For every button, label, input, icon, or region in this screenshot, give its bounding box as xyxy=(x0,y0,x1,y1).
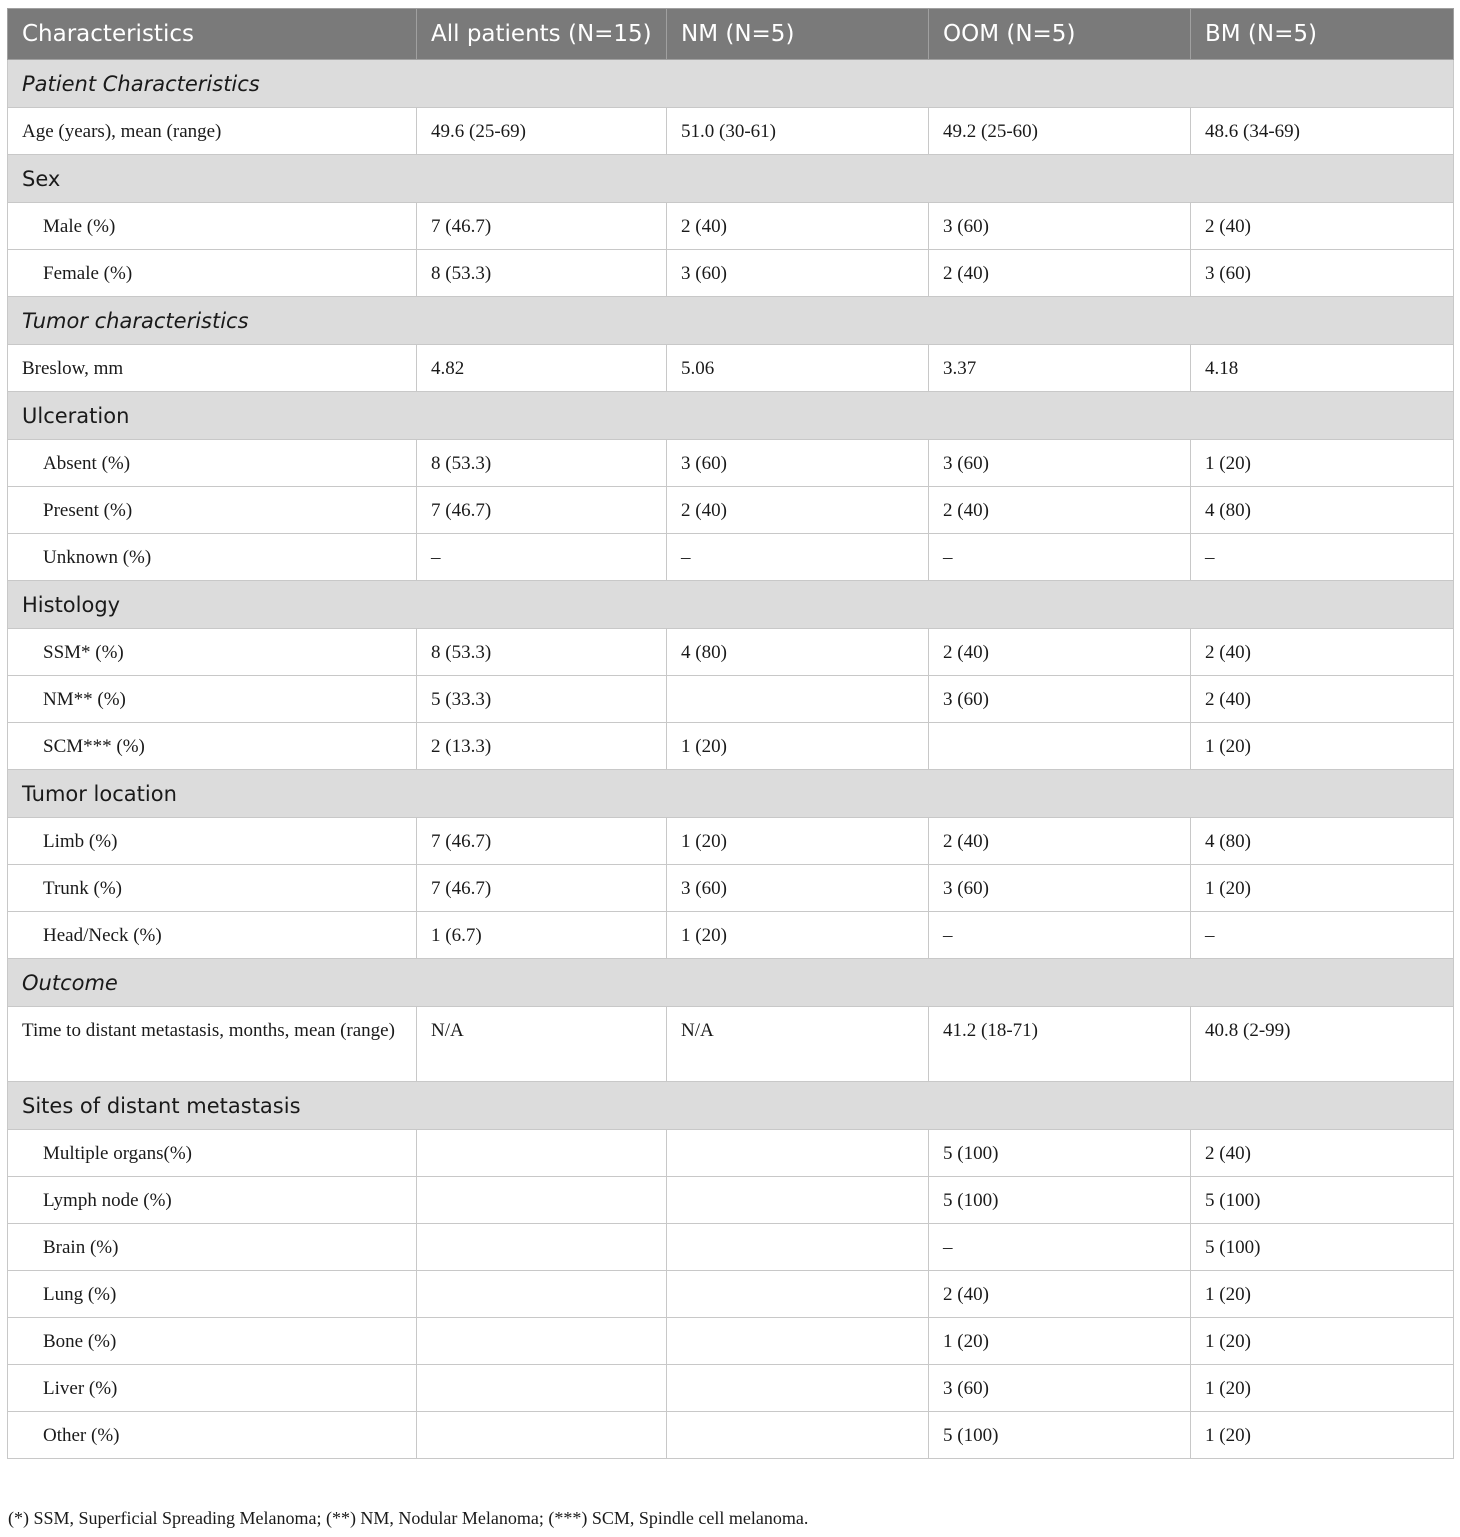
characteristics-table xyxy=(7,8,1454,1459)
section-title: Tumor location xyxy=(8,770,1454,818)
table-row xyxy=(8,534,1454,581)
table-cell: 3 (60) xyxy=(929,440,1191,487)
table-cell: 2 (40) xyxy=(929,1271,1191,1318)
table-cell: 2 (40) xyxy=(929,250,1191,297)
table-cell xyxy=(417,1365,667,1412)
table-cell: 3 (60) xyxy=(667,440,929,487)
table-cell: 2 (40) xyxy=(667,203,929,250)
section-row xyxy=(8,392,1454,440)
table-cell: 1 (20) xyxy=(1191,1271,1454,1318)
row-label: SCM*** (%) xyxy=(8,723,417,770)
table-cell: 2 (40) xyxy=(1191,203,1454,250)
table-cell: 1 (20) xyxy=(1191,1365,1454,1412)
table-row xyxy=(8,676,1454,723)
row-label: Present (%) xyxy=(8,487,417,534)
table-cell: 1 (20) xyxy=(667,818,929,865)
table-cell: 3 (60) xyxy=(1191,250,1454,297)
row-label: Male (%) xyxy=(8,203,417,250)
table-row xyxy=(8,1130,1454,1177)
table-cell: 1 (20) xyxy=(1191,440,1454,487)
table-cell xyxy=(667,1365,929,1412)
header-cell: NM (N=5) xyxy=(667,9,929,60)
header-cell: OOM (N=5) xyxy=(929,9,1191,60)
table-cell: 2 (40) xyxy=(1191,676,1454,723)
section-title: Sites of distant metastasis xyxy=(8,1082,1454,1130)
row-label: Other (%) xyxy=(8,1412,417,1459)
row-label: Brain (%) xyxy=(8,1224,417,1271)
table-cell: 1 (20) xyxy=(1191,1412,1454,1459)
table-row xyxy=(8,487,1454,534)
table-cell: 2 (13.3) xyxy=(417,723,667,770)
header-row xyxy=(8,9,1454,60)
table-cell: 1 (20) xyxy=(667,723,929,770)
row-label: Trunk (%) xyxy=(8,865,417,912)
table-cell: – xyxy=(929,1224,1191,1271)
table-cell: 2 (40) xyxy=(1191,629,1454,676)
table-cell: – xyxy=(1191,534,1454,581)
table-cell: 4.18 xyxy=(1191,345,1454,392)
table-cell: 4 (80) xyxy=(1191,487,1454,534)
section-row xyxy=(8,1082,1454,1130)
table-cell: 49.2 (25-60) xyxy=(929,108,1191,155)
table-cell: 7 (46.7) xyxy=(417,487,667,534)
table-cell: – xyxy=(929,912,1191,959)
header-cell: BM (N=5) xyxy=(1191,9,1454,60)
table-row xyxy=(8,203,1454,250)
table-cell: 3 (60) xyxy=(929,1365,1191,1412)
table-cell: 5 (100) xyxy=(929,1130,1191,1177)
table-cell xyxy=(929,723,1191,770)
table-cell: 2 (40) xyxy=(1191,1130,1454,1177)
table-row xyxy=(8,1318,1454,1365)
table-row xyxy=(8,1177,1454,1224)
row-label: Time to distant metastasis, months, mean (range) xyxy=(8,1007,417,1082)
table-cell: 1 (20) xyxy=(1191,865,1454,912)
table-cell: 8 (53.3) xyxy=(417,250,667,297)
table-cell: 4.82 xyxy=(417,345,667,392)
table-cell: 40.8 (2-99) xyxy=(1191,1007,1454,1082)
row-label: Lung (%) xyxy=(8,1271,417,1318)
table-row xyxy=(8,865,1454,912)
section-row xyxy=(8,959,1454,1007)
table-cell xyxy=(667,1412,929,1459)
table-row xyxy=(8,1271,1454,1318)
table-cell: 1 (20) xyxy=(929,1318,1191,1365)
table-cell: 1 (20) xyxy=(1191,1318,1454,1365)
row-label: SSM* (%) xyxy=(8,629,417,676)
table-cell: 8 (53.3) xyxy=(417,440,667,487)
section-row xyxy=(8,155,1454,203)
row-label: Bone (%) xyxy=(8,1318,417,1365)
table-cell: – xyxy=(417,534,667,581)
table-cell: 2 (40) xyxy=(929,629,1191,676)
table-cell: 48.6 (34-69) xyxy=(1191,108,1454,155)
table-cell: 5 (100) xyxy=(1191,1224,1454,1271)
row-label: Breslow, mm xyxy=(8,345,417,392)
table-cell: 4 (80) xyxy=(667,629,929,676)
row-label: Absent (%) xyxy=(8,440,417,487)
table-cell: 2 (40) xyxy=(929,818,1191,865)
table-row xyxy=(8,1224,1454,1271)
table-body xyxy=(8,60,1454,1459)
section-row xyxy=(8,297,1454,345)
row-label: NM** (%) xyxy=(8,676,417,723)
table-cell: 8 (53.3) xyxy=(417,629,667,676)
table-cell xyxy=(667,1318,929,1365)
table-cell: 5 (100) xyxy=(1191,1177,1454,1224)
table-cell: 3 (60) xyxy=(929,203,1191,250)
table-cell: N/A xyxy=(667,1007,929,1082)
row-label: Limb (%) xyxy=(8,818,417,865)
table-cell xyxy=(417,1224,667,1271)
table-cell: 2 (40) xyxy=(667,487,929,534)
table-cell xyxy=(667,676,929,723)
table-cell: – xyxy=(667,534,929,581)
table-cell: 5 (100) xyxy=(929,1412,1191,1459)
section-row xyxy=(8,581,1454,629)
row-label: Multiple organs(%) xyxy=(8,1130,417,1177)
table-cell: 7 (46.7) xyxy=(417,865,667,912)
table-cell: – xyxy=(929,534,1191,581)
table-row xyxy=(8,723,1454,770)
header-cell: All patients (N=15) xyxy=(417,9,667,60)
table-cell: 49.6 (25-69) xyxy=(417,108,667,155)
table-row xyxy=(8,912,1454,959)
table-row xyxy=(8,1412,1454,1459)
table-cell: 1 (6.7) xyxy=(417,912,667,959)
table-cell: 7 (46.7) xyxy=(417,203,667,250)
table-row xyxy=(8,818,1454,865)
table-cell xyxy=(667,1177,929,1224)
table-footnote: (*) SSM, Superficial Spreading Melanoma; (**) NM, Nodular Melanoma; (***) SCM, Spindle cell melanoma. xyxy=(8,1508,809,1528)
row-label: Female (%) xyxy=(8,250,417,297)
row-label: Lymph node (%) xyxy=(8,1177,417,1224)
table-cell xyxy=(417,1412,667,1459)
table-row xyxy=(8,629,1454,676)
table-row xyxy=(8,440,1454,487)
table-cell: 5 (100) xyxy=(929,1177,1191,1224)
table-row xyxy=(8,250,1454,297)
table-cell xyxy=(417,1318,667,1365)
table-row xyxy=(8,1365,1454,1412)
section-row xyxy=(8,60,1454,108)
section-title: Ulceration xyxy=(8,392,1454,440)
table-cell: 3 (60) xyxy=(667,250,929,297)
table-cell: 3 (60) xyxy=(929,676,1191,723)
table-header xyxy=(8,9,1454,60)
table-cell xyxy=(417,1271,667,1318)
table-cell: – xyxy=(1191,912,1454,959)
table-cell xyxy=(667,1224,929,1271)
table-cell: 3 (60) xyxy=(667,865,929,912)
table-cell: 51.0 (30-61) xyxy=(667,108,929,155)
row-label: Unknown (%) xyxy=(8,534,417,581)
section-title: Sex xyxy=(8,155,1454,203)
table-cell: 4 (80) xyxy=(1191,818,1454,865)
section-title: Outcome xyxy=(8,959,1454,1007)
table-cell: N/A xyxy=(417,1007,667,1082)
table-cell: 3 (60) xyxy=(929,865,1191,912)
table-cell: 3.37 xyxy=(929,345,1191,392)
table-cell: 7 (46.7) xyxy=(417,818,667,865)
table-cell: 41.2 (18-71) xyxy=(929,1007,1191,1082)
table-cell: 2 (40) xyxy=(929,487,1191,534)
table-row xyxy=(8,345,1454,392)
header-cell: Characteristics xyxy=(8,9,417,60)
table-cell xyxy=(667,1130,929,1177)
section-row xyxy=(8,770,1454,818)
table-cell: 1 (20) xyxy=(667,912,929,959)
row-label: Liver (%) xyxy=(8,1365,417,1412)
section-title: Histology xyxy=(8,581,1454,629)
table-cell: 1 (20) xyxy=(1191,723,1454,770)
row-label: Age (years), mean (range) xyxy=(8,108,417,155)
table-cell: 5 (33.3) xyxy=(417,676,667,723)
section-title: Tumor characteristics xyxy=(8,297,1454,345)
table-cell: 5.06 xyxy=(667,345,929,392)
table-row xyxy=(8,1007,1454,1082)
table-cell xyxy=(417,1177,667,1224)
row-label: Head/Neck (%) xyxy=(8,912,417,959)
section-title: Patient Characteristics xyxy=(8,60,1454,108)
table-cell xyxy=(667,1271,929,1318)
table-row xyxy=(8,108,1454,155)
table-cell xyxy=(417,1130,667,1177)
